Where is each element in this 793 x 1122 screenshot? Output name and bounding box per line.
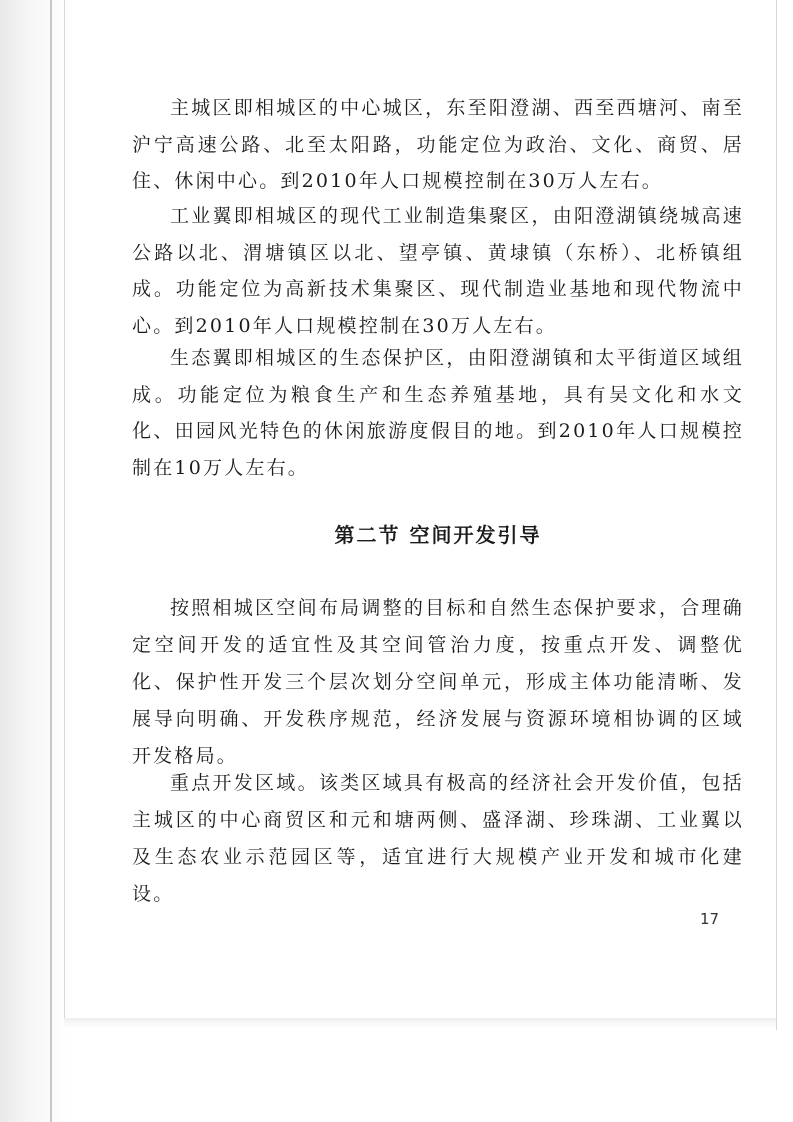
paragraph-ecological-wing: 生态翼即相城区的生态保护区，由阳澄湖镇和太平街道区域组成。功能定位为粮食生产和生态养殖基地，具有吴文化和水文化、田园风光特色的休闲旅游度假目的地。到2010年人口规模控制在10万人左右。	[132, 347, 744, 479]
page-number: 17	[700, 910, 720, 928]
paragraph-key-development: 重点开发区域。该类区域具有极高的经济社会开发价值，包括主城区的中心商贸区和元和塘两侧、盛泽湖、珍珠湖、工业翼以及生态农业示范园区等，适宜进行大规模产业开发和城市化建设。	[132, 772, 744, 905]
paragraph-industrial-wing: 工业翼即相城区的现代工业制造集聚区，由阳澄湖镇绕城高速公路以北、渭塘镇区以北、望亭镇、黄埭镇（东桥）、北桥镇组成。功能定位为高新技术集聚区、现代制造业基地和现代物流中心。到2010年人口规模控制在30万人左右。	[132, 205, 744, 337]
page-inner-edge	[64, 0, 65, 1022]
paragraph-main-city: 主城区即相城区的中心城区，东至阳澄湖、西至西塘河、南至沪宁高速公路、北至太阳路，功能定位为政治、文化、商贸、居住、休闲中心。到2010年人口规模控制在30万人左右。	[132, 97, 744, 192]
paragraph-spatial-guidance: 按照相城区空间布局调整的目标和自然生态保护要求，合理确定空间开发的适宜性及其空间管治力度，按重点开发、调整优化、保护性开发三个层次划分空间单元，形成主体功能清晰、发展导向明确、开发秩序规范，经济发展与资源环境相协调的区域开发格局。	[132, 597, 744, 767]
page-right-edge	[776, 0, 777, 1030]
page-bottom-shadow	[64, 1018, 776, 1028]
page-left-edge	[50, 0, 52, 1122]
section-heading: 第二节 空间开发引导	[334, 523, 542, 547]
